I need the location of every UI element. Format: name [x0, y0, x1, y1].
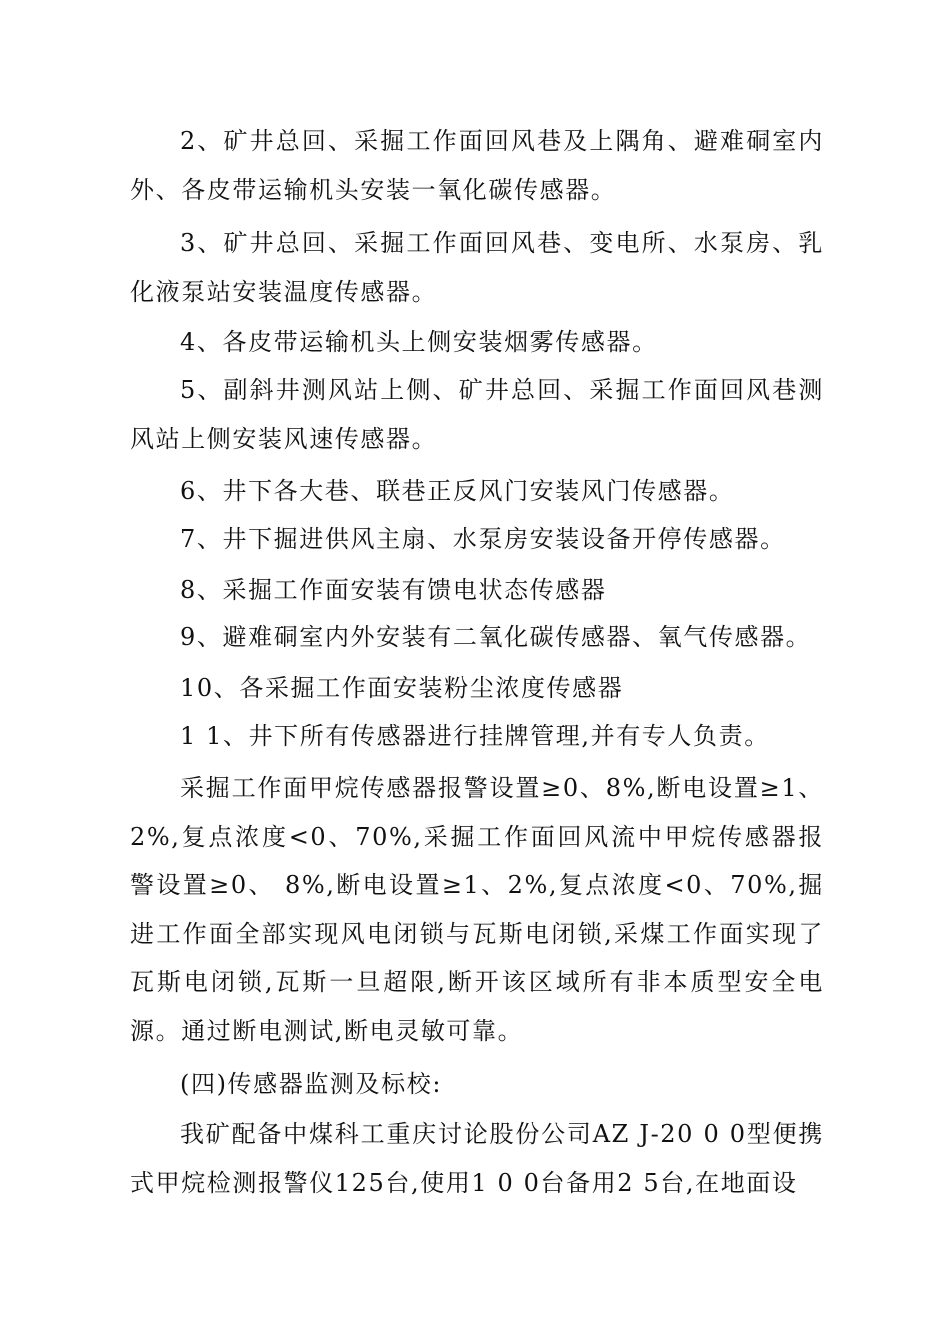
- section-heading: (四)传感器监测及标校:: [180, 1070, 443, 1098]
- paragraph-equipment: 我矿配备中煤科工重庆讨论股份公司AZ J-20 0 0型便携式甲烷检测报警仪125台,使用1 0 0台备用2 5台,在地面设: [130, 1120, 824, 1197]
- paragraph-item-9: 9、避难硐室内外安装有二氧化碳传感器、氧气传感器。: [180, 623, 812, 651]
- paragraph-item-4: 4、各皮带运输机头上侧安装烟雾传感器。: [180, 328, 658, 356]
- paragraph-item-10: 10、各采掘工作面安装粉尘浓度传感器: [180, 674, 624, 702]
- paragraph-item-2: 2、矿井总回、采掘工作面回风巷及上隅角、避难硐室内外、各皮带运输机头安装一氧化碳传感器。: [130, 127, 824, 204]
- paragraph-item-7: 7、井下掘进供风主扇、水泵房安装设备开停传感器。: [180, 525, 786, 553]
- paragraph-item-5: 5、副斜井测风站上侧、矿井总回、采掘工作面回风巷测风站上侧安装风速传感器。: [130, 376, 824, 453]
- paragraph-alarm-settings: 采掘工作面甲烷传感器报警设置≥0、8%,断电设置≥1、2%,复点浓度<0、70%,采掘工作面回风流中甲烷传感器报警设置≥0、 8%,断电设置≥1、2%,复点浓度<0、70%,掘进工作面全部实现风电闭锁与瓦斯电闭锁,采煤工作面实现了瓦斯电闭锁,瓦斯一旦超限,断开该区域所有非本质型安全电源。通过断电测试,断电灵敏可靠。: [130, 774, 824, 1045]
- paragraph-item-3: 3、矿井总回、采掘工作面回风巷、变电所、水泵房、乳化液泵站安装温度传感器。: [130, 229, 824, 306]
- paragraph-item-11: 1 1、井下所有传感器进行挂牌管理,并有专人负责。: [180, 722, 770, 750]
- paragraph-item-6: 6、井下各大巷、联巷正反风门安装风门传感器。: [180, 477, 735, 505]
- paragraph-item-8: 8、采掘工作面安装有馈电状态传感器: [180, 576, 607, 604]
